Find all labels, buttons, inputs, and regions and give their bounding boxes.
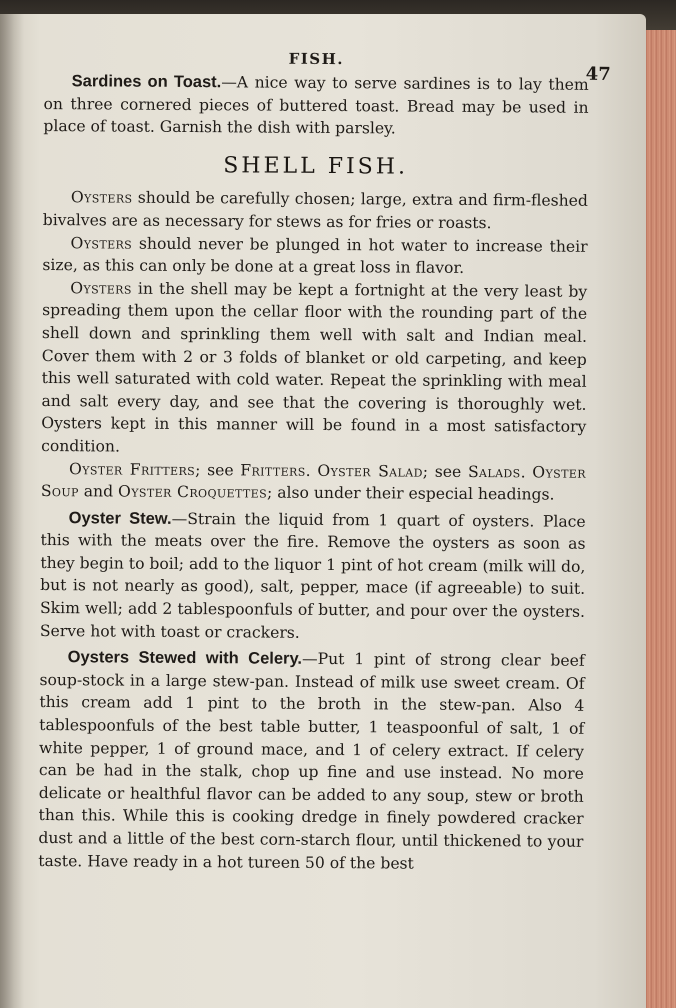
- cross-ref: Oyster Salad: [317, 461, 423, 481]
- recipe-body: —A nice way to serve sardines is to lay them on three cornered pieces of buttered toast. Bread may be used in place of toast. Garnish the dish with parsley.: [43, 73, 589, 138]
- paragraph-lead: Oysters: [70, 278, 132, 298]
- cross-ref: Oyster Fritters: [68, 459, 196, 479]
- cross-ref-text: ; also under their especial headings.: [267, 483, 555, 504]
- cross-ref-text: ; see: [422, 462, 469, 481]
- cross-ref: Fritters: [240, 460, 306, 480]
- cross-ref-text: .: [305, 461, 318, 480]
- recipe-body: —Put 1 pint of strong clear beef soup-stock in a large stew-pan. Instead of milk use sweet cream. Of this cream add 1 pint to the broth in the stew-pan. Also 4 tablespoonfuls of the best table butter, 1 teaspoonful of salt, 1 of white pepper, 1 of ground mace, and 1 of celery extract. If celery can be had in the stalk, chop up fine and use instead. No more delicate or healthful flavor can be added to any soup, stew or broth than this. While this is cooking dredge in finely powdered cracker dust and a little of the best corn-starch flour, until thickened to your taste. Have ready in a hot tureen 50 of the best: [38, 650, 585, 873]
- paragraph-text: should be carefully chosen; large, extra and firm-fleshed bivalves are as necessary for stews as for fries or roasts.: [42, 188, 588, 233]
- paragraph: [43, 186, 588, 235]
- cross-ref: Salads: [467, 462, 521, 481]
- paragraph: [41, 277, 587, 462]
- paragraph-lead: Oysters: [70, 233, 133, 253]
- recipe-title: Sardines on Toast.: [71, 72, 222, 92]
- cross-references: [41, 457, 586, 506]
- running-title: FISH.: [288, 49, 345, 69]
- paragraph: [42, 232, 587, 281]
- cross-ref-text: ; see: [195, 460, 241, 479]
- paragraph-text: should never be plunged in hot water to increase their size, as this can only be done at a great loss in flavor.: [42, 234, 588, 278]
- page-number: 47: [585, 63, 611, 85]
- paragraph-text: in the shell may be kept a fortnight at the very least by spreading them upon the cellar floor with the rounding part of the shell down and sprinkling them well with salt and Indian meal. Cover them with 2 or 3 folds of blanket or old carpeting, and keep this well saturated with cold water. Repeat the sprinkling with meal and salt every day, and see that the covering is thoroughly wet. Oysters kept in this manner will be found in a most satisfactory condition.: [41, 279, 588, 456]
- recipe-title: Oysters Stewed with Celery.: [67, 648, 303, 669]
- section-heading: SHELL FISH.: [223, 153, 409, 180]
- cross-ref-text: .: [520, 462, 533, 481]
- cross-ref-text: and: [78, 482, 119, 501]
- recipe-oyster-stew: [40, 507, 586, 646]
- recipe-title: Oyster Stew.: [68, 508, 172, 528]
- cross-ref: Oyster Soup: [40, 462, 587, 501]
- recipe-oysters-celery: [38, 646, 585, 876]
- paragraph-lead: Oysters: [70, 188, 133, 207]
- page-text: [38, 40, 611, 876]
- recipe-sardines: [43, 70, 588, 142]
- gutter-shadow: [0, 14, 24, 1008]
- recipe-body: —Strain the liquid from 1 quart of oysters. Place this with the meats over the fire. Remove the oysters as soon as they begin to boil; add to the liquor 1 pint of hot cream (milk will do, but is not nearly as good), salt, pepper, mace (if agreeable) to suit. Skim well; add 2 tablespoonfuls of butter, and pour over the oysters. Serve hot with toast or crackers.: [39, 509, 586, 642]
- cross-ref: Oyster Croquettes: [118, 482, 268, 502]
